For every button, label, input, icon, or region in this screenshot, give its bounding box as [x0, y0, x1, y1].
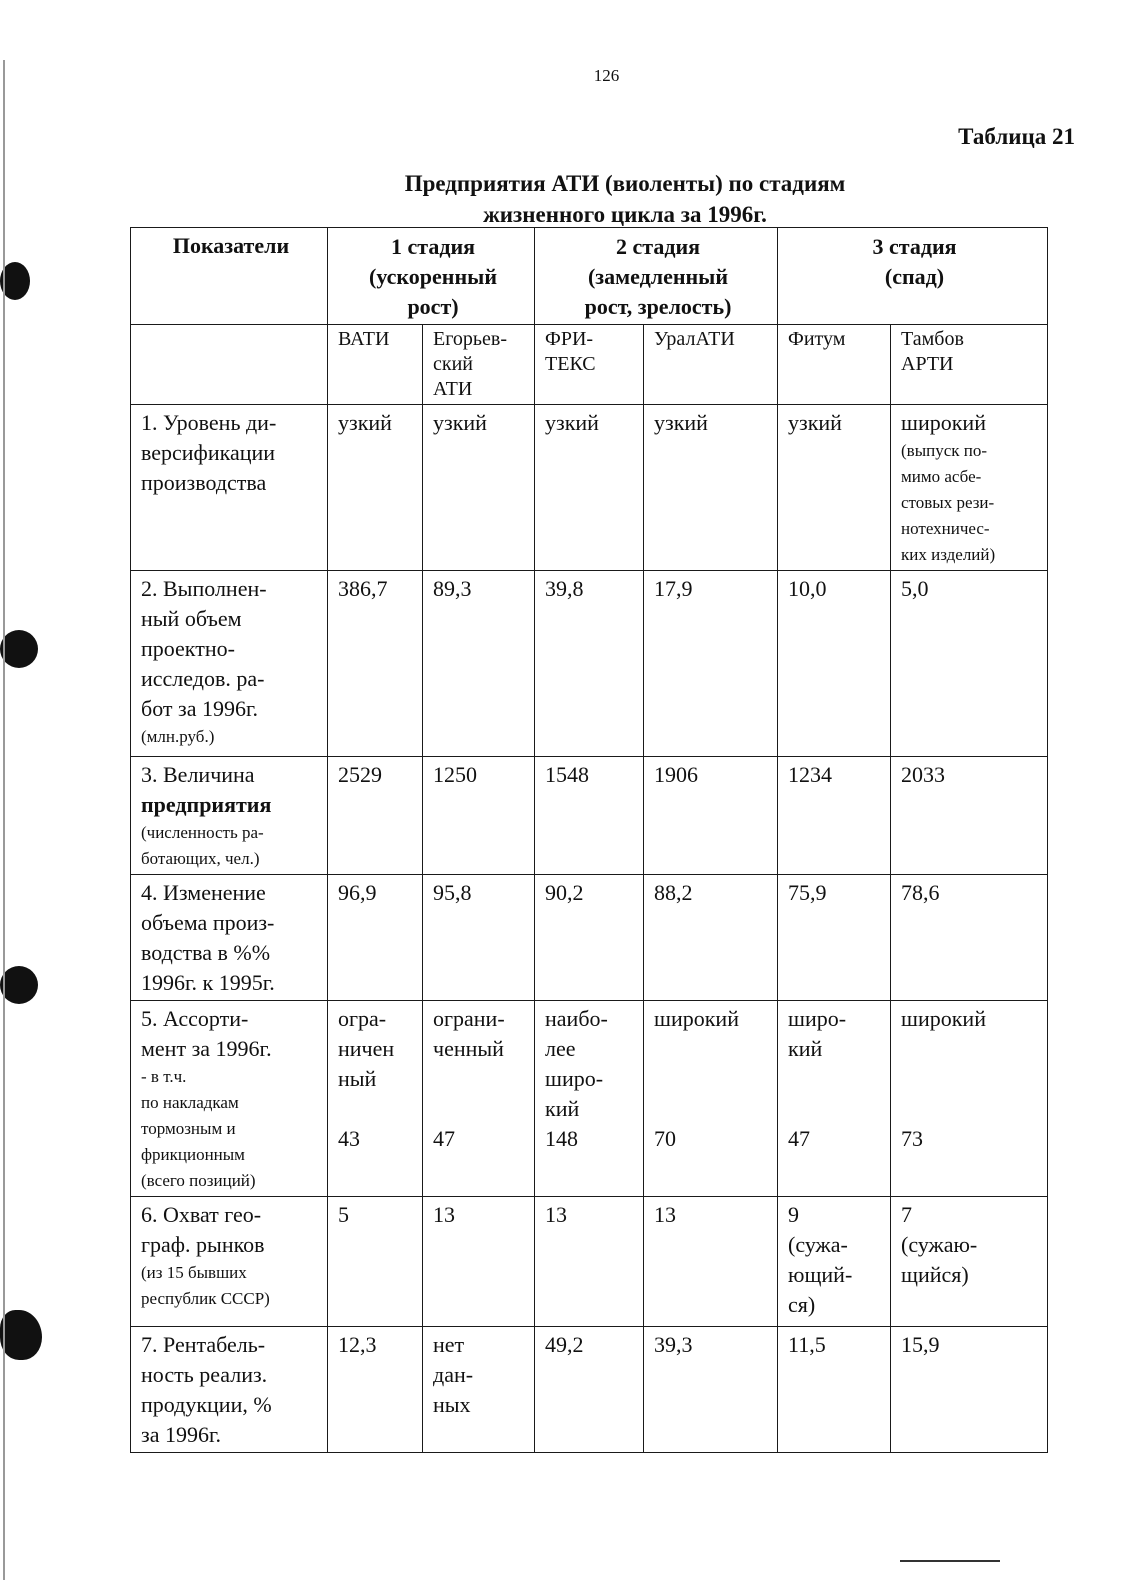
table-row: [131, 1327, 1048, 1453]
table-row: [131, 1001, 1048, 1197]
value-cell: [644, 875, 778, 1001]
value-cell: [423, 1327, 535, 1453]
value-cell: [644, 1197, 778, 1327]
value-cell: [423, 405, 535, 571]
value-cell: [778, 875, 891, 1001]
value-line: 17,9: [654, 576, 693, 601]
indicator-note-line: (численность ра-: [141, 823, 264, 842]
indicator-line: за 1996г.: [141, 1422, 221, 1447]
value-line: 12,3: [338, 1332, 377, 1357]
value-line: 96,9: [338, 880, 377, 905]
value-line: 5: [338, 1202, 349, 1227]
table-row: [131, 571, 1048, 757]
indicator-line: 6. Охват гео-: [141, 1202, 262, 1227]
position-count: 47: [788, 1126, 811, 1151]
indicator-cell: [131, 1001, 328, 1197]
enterprise-name-line: Егорьев-: [433, 328, 508, 350]
indicator-line: бот за 1996г.: [141, 696, 259, 721]
value-line: 13: [433, 1202, 455, 1227]
indicator-line: исследов. ра-: [141, 666, 265, 691]
value-line: узкий: [545, 410, 599, 435]
value-line: 95,8: [433, 880, 472, 905]
enterprise-name-line: ТЕКС: [545, 353, 596, 375]
value-cell: [644, 1327, 778, 1453]
value-cell: [891, 1001, 1048, 1197]
indicator-line: 1996г. к 1995г.: [141, 970, 275, 995]
value-line: нет: [433, 1332, 465, 1357]
indicator-line: производства: [141, 470, 267, 495]
stage-line: рост, зрелость): [584, 294, 732, 319]
indicator-line: 2. Выполнен-: [141, 576, 267, 601]
indicator-cell: [131, 875, 328, 1001]
value-line: 39,3: [654, 1332, 693, 1357]
title-line: жизненного цикла за 1996г.: [483, 202, 767, 227]
value-line: 386,7: [338, 576, 388, 601]
header-row-enterprises: [131, 325, 1048, 405]
empty-header-cell: [131, 325, 328, 405]
value-cell: [328, 1001, 423, 1197]
value-cell: [644, 757, 778, 875]
table-row: [131, 757, 1048, 875]
indicator-note-line: республик СССР): [141, 1289, 270, 1308]
indicator-line: 1. Уровень ди-: [141, 410, 277, 435]
indicator-note-line: тормозным и: [141, 1119, 236, 1138]
value-line: ющий-: [788, 1262, 853, 1287]
scan-blot: [0, 630, 38, 668]
value-cell: [423, 757, 535, 875]
stage-line: 2 стадия: [615, 234, 701, 259]
enterprise-header: [778, 325, 891, 405]
position-count: 43: [338, 1126, 360, 1151]
value-cell: [535, 757, 644, 875]
value-note-line: мимо асбе-: [901, 467, 982, 486]
value-line: (сужа-: [788, 1232, 848, 1257]
value-cell: [891, 571, 1048, 757]
value-line: 2529: [338, 762, 382, 787]
value-line: 75,9: [788, 880, 827, 905]
stage-line: рост): [407, 294, 459, 319]
position-count: 73: [901, 1126, 924, 1151]
value-line: 13: [654, 1202, 677, 1227]
scan-blot: [0, 1310, 42, 1360]
value-line: 89,3: [433, 576, 472, 601]
indicator-line: предприятия: [141, 792, 272, 817]
indicator-note-line: - в т.ч.: [141, 1067, 187, 1086]
enterprise-name-line: Фитум: [788, 328, 846, 350]
value-line: наибо-: [545, 1006, 608, 1031]
indicator-line: проектно-: [141, 636, 235, 661]
indicator-note-line: фрикционным: [141, 1145, 245, 1164]
value-cell: [644, 1001, 778, 1197]
enterprise-name-line: АРТИ: [901, 353, 954, 375]
value-line: 1906: [654, 762, 699, 787]
indicator-cell: [131, 1197, 328, 1327]
enterprise-header: [644, 325, 778, 405]
value-line: узкий: [654, 410, 708, 435]
value-note-line: (выпуск по-: [901, 441, 988, 460]
value-line: узкий: [788, 410, 842, 435]
value-note-line: нотехничес-: [901, 519, 990, 538]
indicator-line: продукции, %: [141, 1392, 272, 1417]
value-cell: [328, 571, 423, 757]
value-line: 7: [901, 1202, 913, 1227]
indicator-note-line: (из 15 бывших: [141, 1263, 247, 1282]
value-cell: [535, 405, 644, 571]
value-line: 78,6: [901, 880, 940, 905]
value-cell: [891, 875, 1048, 1001]
value-cell: [535, 875, 644, 1001]
indicator-line: 5. Ассорти-: [141, 1006, 249, 1031]
value-cell: [423, 875, 535, 1001]
indicator-line: мент за 1996г.: [141, 1036, 272, 1061]
value-cell: [328, 1327, 423, 1453]
stage-line: 3 стадия: [872, 234, 957, 259]
value-line: 10,0: [788, 576, 827, 601]
value-line: 9: [788, 1202, 800, 1227]
value-line: широ-: [545, 1066, 604, 1091]
indicator-note-line: (всего позиций): [141, 1171, 256, 1190]
stage-line: 1 стадия: [390, 234, 476, 259]
scan-blot: [0, 966, 38, 1004]
value-cell: [423, 571, 535, 757]
value-line: кий: [788, 1036, 823, 1061]
value-line: 90,2: [545, 880, 584, 905]
page-number: 126: [593, 66, 620, 85]
value-cell: [644, 405, 778, 571]
scan-bottom-line: [900, 1560, 1000, 1562]
indicator-line: 3. Величина: [141, 762, 255, 787]
indicator-line: версификации: [141, 440, 276, 465]
value-line: широкий: [901, 410, 986, 435]
value-line: ченный: [433, 1036, 504, 1061]
value-cell: [644, 571, 778, 757]
value-cell: [535, 1327, 644, 1453]
value-line: огра-: [338, 1006, 387, 1031]
value-cell: [891, 1197, 1048, 1327]
position-count: 70: [654, 1126, 677, 1151]
value-line: широкий: [654, 1006, 739, 1031]
indicator-line: ный объем: [141, 606, 242, 631]
enterprise-name-line: АТИ: [433, 378, 473, 400]
value-cell: [891, 405, 1048, 571]
table-title: [130, 168, 1120, 230]
enterprise-name-line: УралАТИ: [654, 328, 735, 350]
stage-line: (ускоренный: [369, 264, 498, 289]
data-table: [130, 227, 1048, 1453]
value-line: 13: [545, 1202, 568, 1227]
header-row-stages: [131, 228, 1048, 325]
value-cell: [778, 405, 891, 571]
enterprise-name-line: ский: [433, 353, 473, 375]
value-cell: [328, 875, 423, 1001]
value-line: 15,9: [901, 1332, 940, 1357]
value-note-line: стовых рези-: [901, 493, 995, 512]
value-line: узкий: [433, 410, 487, 435]
table-row: [131, 405, 1048, 571]
value-cell: [535, 571, 644, 757]
value-line: (сужаю-: [901, 1232, 978, 1257]
indicator-line: объема произ-: [141, 910, 275, 935]
enterprise-header: [891, 325, 1048, 405]
indicator-note-line: по накладкам: [141, 1093, 239, 1112]
value-line: 39,8: [545, 576, 584, 601]
value-line: кий: [545, 1096, 580, 1121]
value-cell: [778, 757, 891, 875]
value-line: 1548: [545, 762, 590, 787]
value-cell: [423, 1001, 535, 1197]
header-stage-3: [778, 228, 1048, 325]
value-cell: [891, 1327, 1048, 1453]
indicator-cell: [131, 571, 328, 757]
table-row: [131, 875, 1048, 1001]
enterprise-name-line: Тамбов: [901, 328, 964, 350]
header-stage-1: [328, 228, 535, 325]
value-cell: [328, 405, 423, 571]
value-line: 1250: [433, 762, 477, 787]
value-cell: [778, 571, 891, 757]
value-line: 1234: [788, 762, 833, 787]
value-line: лее: [545, 1036, 576, 1061]
stage-line: (замедленный: [587, 264, 729, 289]
indicator-line: граф. рынков: [141, 1232, 265, 1257]
enterprise-name-line: ВАТИ: [338, 328, 390, 350]
table-row: [131, 1197, 1048, 1327]
title-line: Предприятия АТИ (виоленты) по стадиям: [404, 171, 846, 196]
value-cell: [535, 1197, 644, 1327]
header-stage-2: [535, 228, 778, 325]
table-label: Таблица 21: [958, 124, 1075, 149]
value-line: широ-: [788, 1006, 847, 1031]
indicator-cell: [131, 757, 328, 875]
indicator-line: ность реализ.: [141, 1362, 268, 1387]
value-line: ничен: [338, 1036, 395, 1061]
value-cell: [778, 1001, 891, 1197]
position-count: 148: [545, 1126, 579, 1151]
value-cell: [328, 1197, 423, 1327]
indicator-cell: [131, 405, 328, 571]
enterprise-name-line: ФРИ-: [545, 328, 594, 350]
value-line: 5,0: [901, 576, 929, 601]
value-line: 49,2: [545, 1332, 584, 1357]
value-line: ся): [788, 1292, 816, 1317]
indicator-cell: [131, 1327, 328, 1453]
indicator-line: водства в %%: [141, 940, 271, 965]
value-line: дан-: [433, 1362, 474, 1387]
value-line: ный: [338, 1066, 377, 1091]
indicator-note-line: ботающих, чел.): [141, 849, 260, 868]
value-line: широкий: [901, 1006, 986, 1031]
value-line: узкий: [338, 410, 392, 435]
indicator-note-line: (млн.руб.): [141, 727, 215, 746]
value-note-line: ких изделий): [901, 545, 996, 564]
position-count: 47: [433, 1126, 455, 1151]
value-cell: [535, 1001, 644, 1197]
indicator-line: 4. Изменение: [141, 880, 266, 905]
enterprise-header: [423, 325, 535, 405]
value-cell: [423, 1197, 535, 1327]
value-line: ограни-: [433, 1006, 505, 1031]
stage-line: (спад): [884, 264, 945, 289]
value-cell: [778, 1327, 891, 1453]
value-line: 2033: [901, 762, 946, 787]
value-line: ных: [433, 1392, 471, 1417]
indicator-line: 7. Рентабель-: [141, 1332, 266, 1357]
value-cell: [328, 757, 423, 875]
enterprise-header: [535, 325, 644, 405]
scan-edge-line: [3, 60, 5, 1580]
value-line: 11,5: [788, 1332, 826, 1357]
value-line: щийся): [901, 1262, 969, 1287]
value-line: 88,2: [654, 880, 693, 905]
header-indicators: Показатели: [131, 228, 328, 325]
value-cell: [778, 1197, 891, 1327]
enterprise-header: [328, 325, 423, 405]
value-cell: [891, 757, 1048, 875]
